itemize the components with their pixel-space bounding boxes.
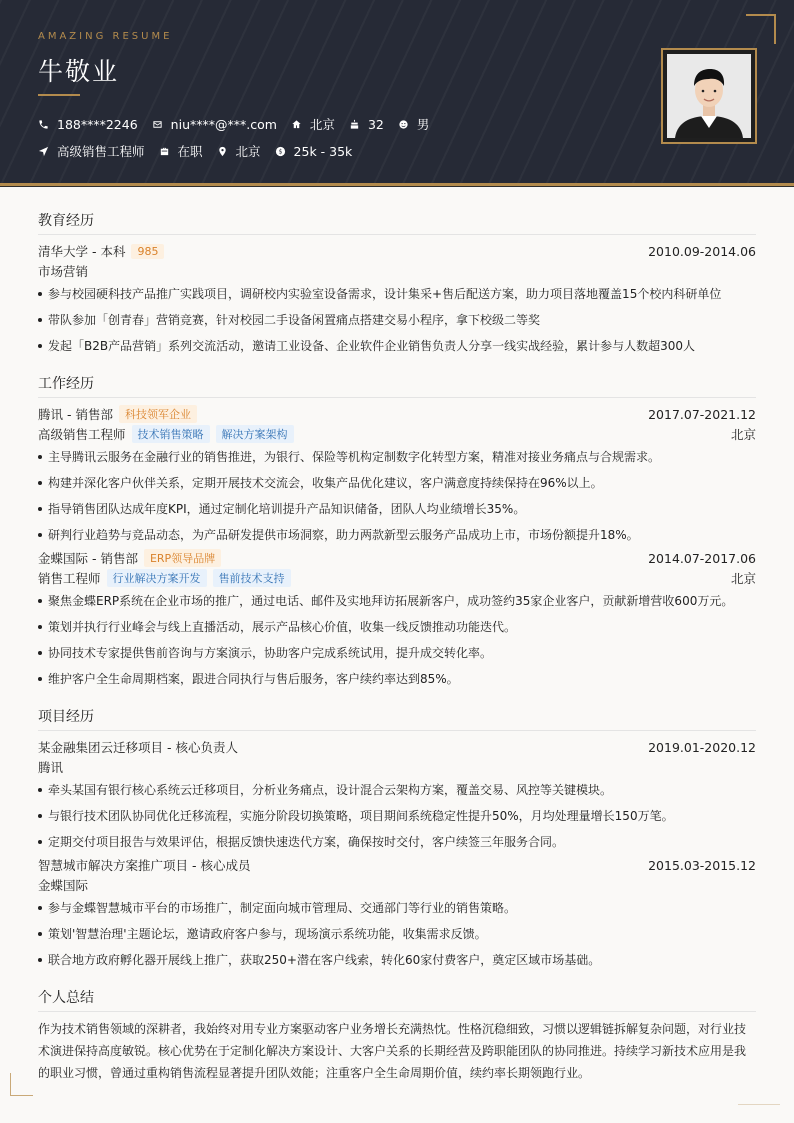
footer-line <box>738 1104 780 1105</box>
role-name: 销售工程师 <box>38 571 101 586</box>
salary-item <box>275 144 353 159</box>
phone-text: 188****2246 <box>57 116 138 132</box>
job-entry <box>38 548 756 692</box>
list-item: 策划'智慧治理'主题论坛，邀请政府客户参与，现场演示系统功能，收集需求反馈。 <box>38 921 756 947</box>
list-item: 研判行业趋势与竞品动态，为产品研发提供市场洞察，助力两款新型云服务产品成功上市，市场份额提升18%。 <box>38 522 756 548</box>
corner-ornament <box>10 1073 33 1096</box>
resume-header <box>0 0 794 184</box>
summary-section <box>38 987 756 1084</box>
section-title: 工作经历 <box>38 373 756 398</box>
work-city-text: 北京 <box>235 144 261 159</box>
name-underline <box>38 94 80 96</box>
status-item <box>159 142 203 160</box>
list-item: 定期交付项目报告与效果评估，根据反馈快速迭代方案，确保按时交付，客户续签三年服务合同。 <box>38 829 756 855</box>
project-head <box>38 855 756 875</box>
list-item: 维护客户全生命周期档案，跟进合同执行与售后服务，客户续约率达到85%。 <box>38 666 756 692</box>
resume-body <box>38 210 756 1098</box>
gender-item <box>398 115 430 133</box>
work-section <box>38 373 756 692</box>
age-text: 32 <box>367 116 384 132</box>
contact-row <box>38 115 443 133</box>
project-org-line <box>38 757 756 777</box>
cake-icon <box>349 119 360 130</box>
list-item: 主导腾讯云服务在金融行业的销售推进，为银行、保险等机构定制数字化转型方案，精准对接业务痛点与合规需求。 <box>38 444 756 470</box>
role-tag: 技术销售策略 <box>132 425 210 443</box>
age-item <box>349 117 384 132</box>
role-name: 高级销售工程师 <box>38 427 126 442</box>
job-date: 2017.07-2021.12 <box>648 406 756 422</box>
role-tag: 售前技术支持 <box>213 569 291 587</box>
header-dark-line <box>0 186 794 187</box>
list-item: 牵头某国有银行核心系统云迁移项目，分析业务痛点，设计混合云架构方案，覆盖交易、风控等关键模块。 <box>38 777 756 803</box>
resume-tagline: AMAZING RESUME <box>38 31 173 42</box>
status-text: 在职 <box>177 144 203 159</box>
job-info-row <box>38 142 366 160</box>
gender-text: 男 <box>416 117 430 132</box>
location-icon <box>217 146 228 157</box>
project-date: 2015.03-2015.12 <box>648 857 756 873</box>
job-location: 北京 <box>730 427 756 442</box>
money-icon <box>275 146 286 157</box>
job-head <box>38 548 756 568</box>
job-bullets <box>38 444 756 548</box>
avatar-image <box>667 54 751 138</box>
school-name: 清华大学 - 本科 <box>38 244 126 259</box>
list-item: 与银行技术团队协同优化迁移流程，实施分阶段切换策略，项目期间系统稳定性提升50%，月均处理量增长150万笔。 <box>38 803 756 829</box>
phone-item <box>38 117 138 132</box>
city-item <box>291 115 335 133</box>
briefcase-icon <box>159 146 170 157</box>
list-item: 指导销售团队达成年度KPI，通过定制化培训提升产品知识储备，团队人均业绩增长35%。 <box>38 496 756 522</box>
major-line <box>38 261 756 281</box>
send-icon <box>38 146 49 157</box>
job-head <box>38 404 756 424</box>
position-text: 高级销售工程师 <box>57 144 145 159</box>
project-entry <box>38 737 756 855</box>
city-text: 北京 <box>309 117 335 132</box>
section-title: 教育经历 <box>38 210 756 235</box>
section-title: 个人总结 <box>38 987 756 1012</box>
company-tag: ERP领导品牌 <box>144 549 221 567</box>
education-bullets <box>38 281 756 359</box>
education-entry-head <box>38 241 756 261</box>
candidate-name: 牛敬业 <box>38 57 120 86</box>
phone-icon <box>38 119 49 130</box>
svg-text:$: $ <box>278 148 282 156</box>
list-item: 联合地方政府孵化器开展线上推广，获取250+潜在客户线索，转化60家付费客户，奠定区域市场基础。 <box>38 947 756 973</box>
role-tag: 解决方案架构 <box>216 425 294 443</box>
list-item: 聚焦金蝶ERP系统在企业市场的推广，通过电话、邮件及实地拜访拓展新客户，成功签约35家企业客户，贡献新增营收600万元。 <box>38 588 756 614</box>
position-item <box>38 142 145 160</box>
school-tag: 985 <box>131 244 164 259</box>
project-date: 2019.01-2020.12 <box>648 739 756 755</box>
salary-text: 25k - 35k <box>293 143 353 159</box>
project-name: 智慧城市解决方案推广项目 - 核心成员 <box>38 858 251 873</box>
email-text: niu****@***.com <box>170 116 277 132</box>
gender-icon <box>398 119 409 130</box>
project-entry <box>38 855 756 973</box>
major-name: 市场营销 <box>38 264 89 279</box>
avatar <box>661 48 757 144</box>
role-line <box>38 568 756 588</box>
company-name: 腾讯 - 销售部 <box>38 407 113 422</box>
project-org-line <box>38 875 756 895</box>
list-item: 参与校园硬科技产品推广实践项目，调研校内实验室设备需求，设计集采+售后配送方案，助力项目落地覆盖15个校内科研单位 <box>38 281 756 307</box>
email-item <box>152 117 277 132</box>
project-org: 腾讯 <box>38 760 64 775</box>
project-bullets <box>38 777 756 855</box>
list-item: 参与金蝶智慧城市平台的市场推广，制定面向城市管理局、交通部门等行业的销售策略。 <box>38 895 756 921</box>
list-item: 带队参加「创青春」营销竞赛，针对校园二手设备闲置痛点搭建交易小程序，拿下校级二等奖 <box>38 307 756 333</box>
project-org: 金蝶国际 <box>38 878 89 893</box>
project-section <box>38 706 756 973</box>
role-tag: 行业解决方案开发 <box>107 569 207 587</box>
job-entry <box>38 404 756 548</box>
job-date: 2014.07-2017.06 <box>648 550 756 566</box>
section-title: 项目经历 <box>38 706 756 731</box>
home-icon <box>291 119 302 130</box>
company-name: 金蝶国际 - 销售部 <box>38 551 138 566</box>
company-tag: 科技领军企业 <box>119 405 197 423</box>
mail-icon <box>152 119 163 130</box>
role-line <box>38 424 756 444</box>
list-item: 策划并执行行业峰会与线上直播活动，展示产品核心价值，收集一线反馈推动功能迭代。 <box>38 614 756 640</box>
corner-ornament <box>746 14 776 44</box>
project-bullets <box>38 895 756 973</box>
work-city-item <box>217 142 261 160</box>
project-name: 某金融集团云迁移项目 - 核心负责人 <box>38 740 238 755</box>
list-item: 构建并深化客户伙伴关系，定期开展技术交流会，收集产品优化建议，客户满意度持续保持在96%以上。 <box>38 470 756 496</box>
list-item: 发起「B2B产品营销」系列交流活动，邀请工业设备、企业软件企业销售负责人分享一线实战经验，累计参与人数超300人 <box>38 333 756 359</box>
education-date: 2010.09-2014.06 <box>648 243 756 259</box>
education-section <box>38 210 756 359</box>
job-bullets <box>38 588 756 692</box>
project-head <box>38 737 756 757</box>
job-location: 北京 <box>730 571 756 586</box>
summary-text: 作为技术销售领域的深耕者，我始终对用专业方案驱动客户业务增长充满热忱。性格沉稳细致，习惯以逻辑链拆解复杂问题，对行业技术演进保持高度敏锐。核心优势在于定制化解决方案设计、大客户关系的长期经营及跨职能团队的协同推进。持续学习新技术应用是我的职业习惯，曾通过重构销售流程显著提升团队效能；注重客户全生命周期价值，续约率长期领跑行业。 <box>38 1022 747 1080</box>
list-item: 协同技术专家提供售前咨询与方案演示，协助客户完成系统试用，提升成交转化率。 <box>38 640 756 666</box>
